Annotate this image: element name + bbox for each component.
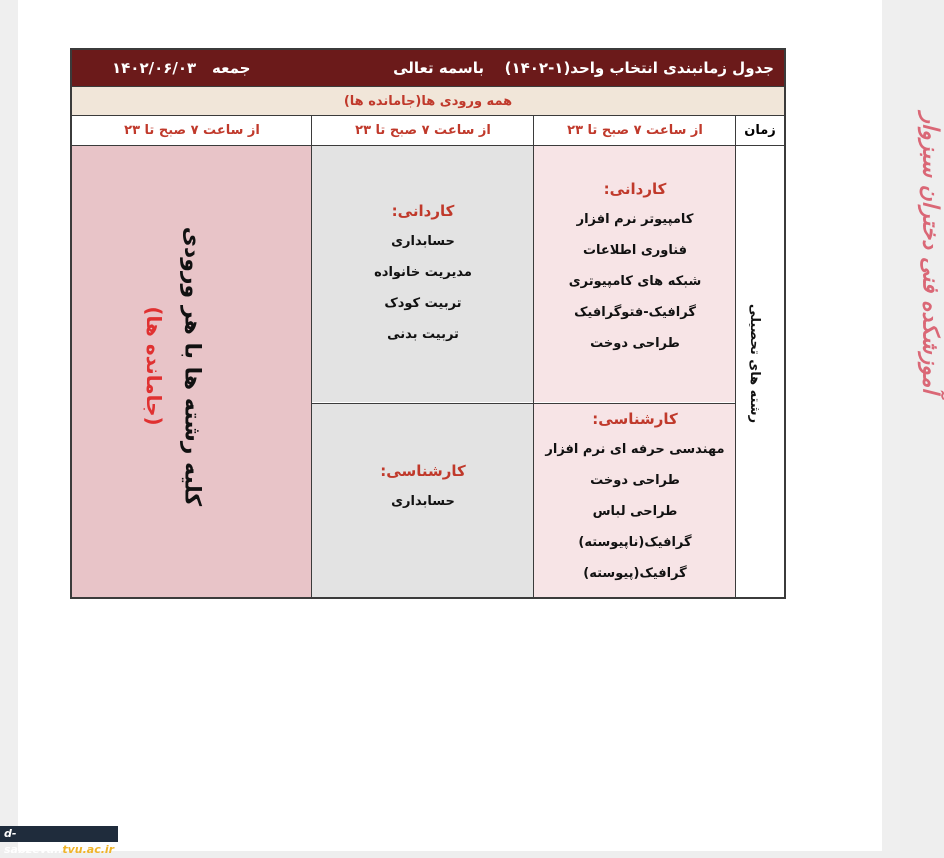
col2-kardani <box>312 146 534 402</box>
list-item: حسابداری <box>391 234 455 249</box>
col1-karshenasi-title: کارشناسی: <box>592 410 678 428</box>
schedule-title: جدول زمانبندی انتخاب واحد(۱-۱۴۰۲) <box>504 59 774 77</box>
schedule-table <box>70 48 786 599</box>
col2-kardani-title: کاردانی: <box>391 202 455 220</box>
list-item: کامپیوتر نرم افزار <box>576 212 694 227</box>
header-row <box>72 116 784 146</box>
list-item: گرافیک-فتوگرافیک <box>574 305 696 320</box>
list-item: مدیریت خانواده <box>374 265 472 280</box>
site-footer-tag <box>0 826 118 856</box>
date-label: ۱۴۰۲/۰۶/۰۳ <box>112 59 197 77</box>
row-label-cell <box>736 146 784 597</box>
day-label: جمعه <box>212 59 251 77</box>
basmala: باسمه تعالی <box>393 59 484 77</box>
col1-karshenasi <box>534 403 736 597</box>
header-zaman: زمان <box>744 123 776 138</box>
list-item: طراحی لباس <box>592 504 678 519</box>
header-col1: از ساعت ۷ صبح تا ۲۳ <box>567 123 703 138</box>
footer-accent: tvu.ac.ir <box>62 843 115 856</box>
list-item: شبکه های کامپیوتری <box>568 274 702 289</box>
footer-prefix: d-sabzevar. <box>4 827 63 856</box>
col1-kardani-title: کاردانی: <box>603 180 667 198</box>
divider <box>735 116 736 597</box>
list-item: تربیت کودک <box>384 296 462 311</box>
col3-main-text: کلیه رشته ها با هر ورودی <box>179 226 205 507</box>
list-item: مهندسی حرفه ای نرم افزار <box>545 442 725 457</box>
list-item: گرافیک(ناپیوسته) <box>578 535 692 550</box>
title-bar <box>72 50 784 86</box>
header-col3: از ساعت ۷ صبح تا ۲۳ <box>124 123 260 138</box>
col1-kardani <box>534 146 736 402</box>
col3-all-fields <box>72 146 312 597</box>
list-item: طراحی دوخت <box>590 336 680 351</box>
divider <box>533 116 534 597</box>
col3-sub-text: (جامانده ها) <box>142 306 166 426</box>
divider <box>311 116 312 597</box>
list-item: تربیت بدنی <box>387 327 459 342</box>
left-margin <box>0 0 18 851</box>
col2-karshenasi <box>312 403 534 597</box>
list-item: طراحی دوخت <box>590 473 680 488</box>
list-item: حسابداری <box>391 494 455 509</box>
row-label: رشته های تحصیلی <box>746 303 762 424</box>
right-margin <box>882 0 900 851</box>
all-entries-banner: همه ورودی ها(جامانده ها) <box>72 86 784 116</box>
col2-karshenasi-title: کارشناسی: <box>380 462 466 480</box>
college-watermark: آموزشکده فنی دختران سبزوار <box>917 112 944 394</box>
header-col2: از ساعت ۷ صبح تا ۲۳ <box>355 123 491 138</box>
list-item: گرافیک(پیوسته) <box>583 566 687 581</box>
list-item: فناوری اطلاعات <box>582 243 688 258</box>
